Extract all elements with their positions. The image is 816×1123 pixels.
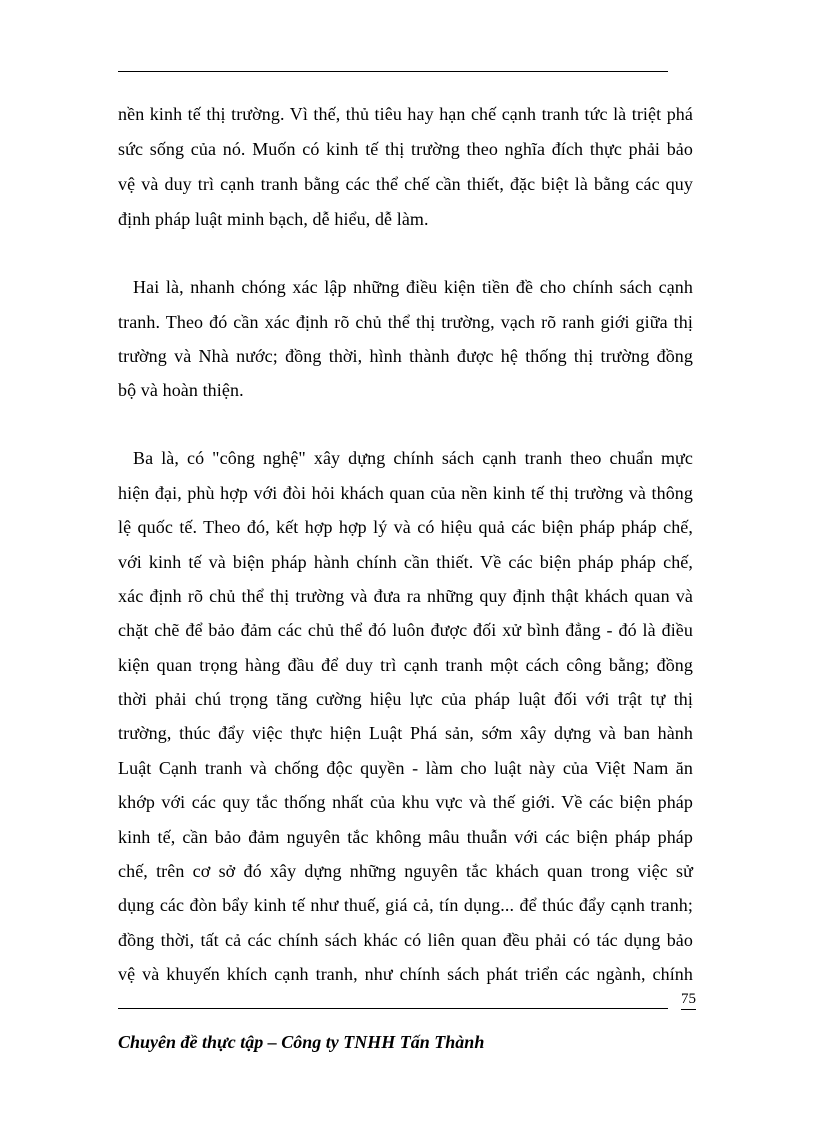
paragraph-3-line-7: kiện quan trọng hàng đầu để duy trì cạnh tranh một cách công bằng; đồng [118,655,693,675]
paragraph-1-line-3: vệ và duy trì cạnh tranh bằng các thể chế cần thiết, đặc biệt là bằng các quy [118,174,693,194]
paragraph-3-line-3: lệ quốc tế. Theo đó, kết hợp hợp lý và có hiệu quả các biện pháp pháp chế, [118,517,693,537]
paragraph-1-line-1: nền kinh tế thị trường. Vì thế, thủ tiêu hay hạn chế cạnh tranh tức là triệt phá [118,104,693,124]
paragraph-3-line-12: kinh tế, cần bảo đảm nguyên tắc không mâu thuẫn với các biện pháp pháp [118,827,693,847]
paragraph-3-line-9: trường, thúc đẩy việc thực hiện Luật Phá sản, sớm xây dựng và ban hành [118,723,693,743]
footer-rule [118,1008,668,1009]
paragraph-1-line-4: định pháp luật minh bạch, dễ hiểu, dễ làm. [118,209,429,229]
paragraph-3-line-13: chế, trên cơ sở đó xây dựng những nguyên tắc khách quan trong việc sử [118,861,693,881]
paragraph-2-line-4: bộ và hoàn thiện. [118,380,244,400]
paragraph-3-line-2: hiện đại, phù hợp với đòi hỏi khách quan của nền kinh tế thị trường và thông [118,483,693,503]
paragraph-3-line-8: thời phải chú trọng tăng cường hiệu lực của pháp luật đối với trật tự thị [118,689,693,709]
paragraph-3-line-11: khớp với các quy tắc thống nhất của khu vực và thế giới. Về các biện pháp [118,792,693,812]
paragraph-3-line-6: chặt chẽ để bảo đảm các chủ thể đó luôn được đối xử bình đẳng - đó là điều [118,620,693,640]
paragraph-3-line-4: với kinh tế và biện pháp hành chính cần thiết. Về các biện pháp pháp chế, [118,552,693,572]
header-rule [118,71,668,72]
paragraph-3-line-10: Luật Cạnh tranh và chống độc quyền - làm cho luật này của Việt Nam ăn [118,758,693,778]
paragraph-3-line-15: đồng thời, tất cả các chính sách khác có liên quan đều phải có tác dụng bảo [118,930,693,950]
paragraph-3-line-1: Ba là, có "công nghệ" xây dựng chính sách cạnh tranh theo chuẩn mực [133,448,693,468]
paragraph-2-line-3: trường và Nhà nước; đồng thời, hình thành được hệ thống thị trường đồng [118,346,693,366]
page-number: 75 [681,990,696,1010]
paragraph-2-line-1: Hai là, nhanh chóng xác lập những điều kiện tiền đề cho chính sách cạnh [133,277,693,297]
paragraph-2-line-2: tranh. Theo đó cần xác định rõ chủ thể thị trường, vạch rõ ranh giới giữa thị [118,312,693,332]
paragraph-3-line-14: dụng các đòn bẩy kinh tế như thuế, giá cả, tín dụng... để thúc đẩy cạnh tranh; [118,895,693,915]
paragraph-3-line-5: xác định rõ chủ thể thị trường và đưa ra những quy định thật khách quan và [118,586,693,606]
paragraph-3-line-16: vệ và khuyến khích cạnh tranh, như chính sách phát triển các ngành, chính [118,964,693,984]
paragraph-1-line-2: sức sống của nó. Muốn có kinh tế thị trường theo nghĩa đích thực phải bảo [118,139,693,159]
footer-title: Chuyên đề thực tập – Công ty TNHH Tấn Thành [118,1032,485,1052]
